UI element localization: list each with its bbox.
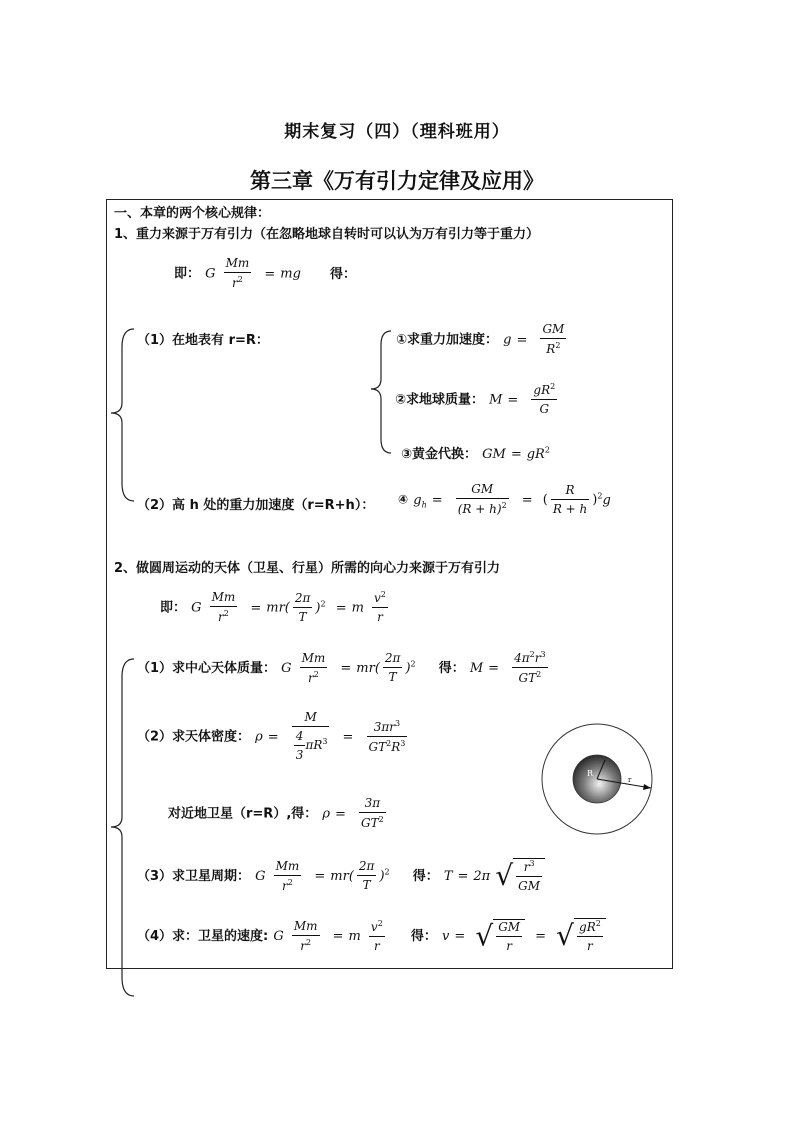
height-label: （2）高 h 处的重力加速度（r=R+h）： bbox=[137, 498, 375, 513]
question-2b-label: 对近地卫星（r=R）,得： bbox=[168, 806, 318, 822]
question-2-label: （2）求天体密度： bbox=[137, 729, 251, 745]
law-2-equation: 即： G $\frac{Mm}{r^2}$ = mr( $\frac{2\pi}{T}$ )$^2$ = m $\frac{v^2}{r}$ bbox=[160, 590, 386, 624]
item-3-row: ③黄金代换： GM = $gR^2$ bbox=[401, 445, 550, 462]
item-3-label: ③黄金代换： bbox=[401, 447, 478, 462]
law-2-eq-label: 即： bbox=[160, 600, 187, 616]
law-1-text: 1、重力来源于万有引力（在忽略地球自转时可以认为万有引力等于重力） bbox=[114, 227, 540, 242]
question-4-label: （4）求：卫星的速度: bbox=[137, 929, 269, 944]
question-1-row: （1）求中心天体质量： G $\frac{Mm}{r^2}$ = mr( $\frac{2\pi}{T}$ )$^2$ 得： M = $\frac{4\pi^2r^3}{GT^2}$ bbox=[137, 650, 546, 685]
item-2-label: ②求地球质量： bbox=[395, 392, 485, 408]
content-box bbox=[106, 199, 673, 969]
item-4-row: ④ $g_h$ = $\frac{GM}{(R + h)^2}$ = ( $\frac{R}{R + h}$ )$^2$g bbox=[398, 482, 611, 516]
page-title: 期末复习（四）（理科班用） bbox=[284, 122, 510, 142]
law-1-eq-label: 即： bbox=[174, 266, 201, 282]
orbit-diagram bbox=[538, 722, 662, 840]
label-R: R bbox=[587, 769, 594, 778]
law-2-text: 2、做圆周运动的天体（卫星、行星）所需的向心力来源于万有引力 bbox=[114, 561, 501, 576]
item-2-row: ②求地球质量： M = $\frac{gR^2}{G}$ bbox=[395, 382, 556, 416]
question-1-result-label: 得： bbox=[438, 661, 465, 676]
law-1-equation: 即： G $\frac{Mm}{r^2}$ = mg 得： bbox=[174, 256, 357, 290]
item-4-label: ④ bbox=[398, 492, 409, 507]
question-2-row: （2）求天体密度： ρ = M $\frac{4}{3}$ $\pi R^3$ = $\frac{3\pi r^3}{GT^2R^3}$ bbox=[137, 710, 406, 762]
right-brace-items bbox=[367, 327, 395, 457]
label-r: r bbox=[628, 776, 632, 784]
left-brace-1 bbox=[108, 325, 138, 505]
arrow-head-icon bbox=[643, 784, 651, 790]
question-3-label: （3）求卫星周期： bbox=[137, 869, 251, 884]
question-4-row: （4）求：卫星的速度: G $\frac{Mm}{r^2}$ = m $\frac{v^2}{r}$ 得： v = √ $\frac{GM}{r}$ = √ $\frac{gR^2}{r}$ bbox=[137, 918, 606, 953]
item-1-row: ①求重力加速度： g = $\frac{GM}{R^2}$ bbox=[396, 322, 565, 356]
surface-label: （1）在地表有 r=R： bbox=[137, 333, 269, 348]
chapter-title: 第三章《万有引力定律及应用》 bbox=[250, 168, 544, 193]
question-1-label: （1）求中心天体质量： bbox=[137, 661, 277, 676]
item-1-label: ①求重力加速度： bbox=[396, 332, 499, 348]
law-1-result-label: 得： bbox=[330, 266, 357, 282]
section-heading: 一、本章的两个核心规律： bbox=[114, 206, 271, 221]
left-brace-2 bbox=[108, 655, 138, 1000]
question-3-result-label: 得： bbox=[412, 869, 439, 884]
question-2b-row: 对近地卫星（r=R）,得： ρ = $\frac{3\pi}{GT^2}$ bbox=[168, 796, 384, 830]
question-4-result-label: 得： bbox=[410, 929, 437, 944]
question-3-row: （3）求卫星周期： G $\frac{Mm}{r^2}$ = mr( $\frac{2\pi}{T}$ )$^2$ 得： T = 2π √ $\frac{r^3}{GM}$ bbox=[137, 858, 545, 893]
